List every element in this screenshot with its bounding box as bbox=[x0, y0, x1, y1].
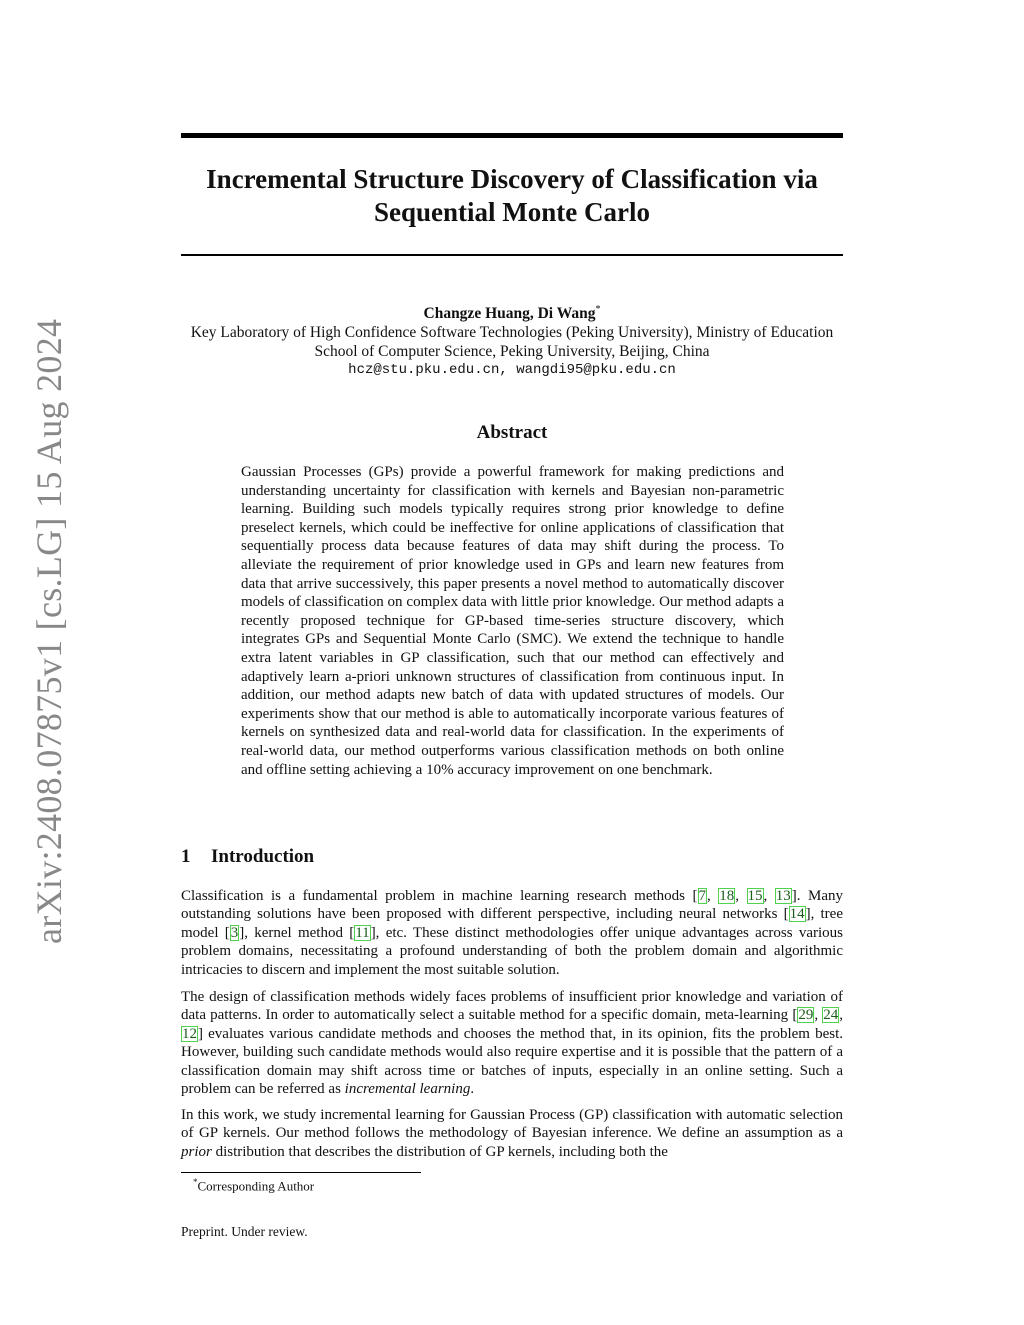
corresponding-mark: * bbox=[595, 304, 601, 315]
affiliation-line-1: Key Laboratory of High Confidence Software Technologies (Peking University), Ministry of Education bbox=[190, 324, 834, 342]
author-emails: hcz@stu.pku.edu.cn, wangdi95@pku.edu.cn bbox=[348, 362, 676, 379]
arxiv-stamp: arXiv:2408.07875v1 [cs.LG] 15 Aug 2024 bbox=[29, 318, 69, 944]
page-footer: Preprint. Under review. bbox=[181, 1224, 308, 1239]
abstract-heading: Abstract bbox=[476, 422, 548, 443]
citation-link[interactable]: 15 bbox=[747, 888, 763, 904]
citation-link[interactable]: 24 bbox=[823, 1007, 839, 1024]
section-title: Introduction bbox=[211, 846, 315, 867]
citation-link[interactable]: 14 bbox=[789, 906, 805, 923]
author-block bbox=[150, 300, 874, 380]
citation-link[interactable]: 18 bbox=[719, 888, 735, 904]
author-names: Changze Huang, Di Wang* bbox=[423, 304, 601, 323]
footnote-mark: * bbox=[193, 1177, 198, 1187]
citation-link[interactable]: 29 bbox=[798, 1007, 814, 1024]
citation-link[interactable]: 11 bbox=[355, 924, 370, 941]
intro-paragraph-2: The design of classification methods widely faces problems of insufficient prior knowledge and variation of data patterns. In order to automatically select a suitable method for a specific domain, meta-learning [29, 24, 12] evaluates various candidate methods and chooses the method that, in its opinion, fits the problem best. However, building such candidate methods would also require expertise and it is possible that the pattern of a classification domain may shift across time or batches of inputs, especially in an online setting. Such a problem can be referred as incremental learning. bbox=[181, 989, 844, 1098]
affiliation-line-2: School of Computer Science, Peking University, Beijing, China bbox=[314, 343, 710, 361]
citation-link[interactable]: 3 bbox=[230, 924, 239, 941]
emphasis-prior: prior bbox=[181, 1143, 212, 1160]
footnote-rule bbox=[181, 1172, 421, 1173]
paper-title: Incremental Structure Discovery of Classification via Sequential Monte Carlo bbox=[206, 164, 818, 227]
section-number: 1 bbox=[181, 846, 191, 867]
emphasis-incremental-learning: incremental learning bbox=[344, 1081, 471, 1098]
citation-link[interactable]: 13 bbox=[775, 888, 791, 904]
citation-link[interactable]: 7 bbox=[698, 888, 706, 904]
intro-paragraph-3: In this work, we study incremental learning for Gaussian Process (GP) classification with automatic selection of GP kernels. Our method follows the methodology of Bayesian inference. We define an assumption as a prior distribution that describes the distribution of GP kernels, including both the bbox=[181, 1107, 843, 1160]
title-rule-bottom bbox=[181, 254, 843, 256]
section-heading-introduction bbox=[181, 846, 314, 868]
title-rule-top bbox=[181, 133, 843, 138]
citation-link[interactable]: 12 bbox=[182, 1025, 197, 1042]
footnote: *Corresponding Author bbox=[193, 1177, 315, 1194]
abstract-text: Gaussian Processes (GPs) provide a powerful framework for making predictions and understanding uncertainty for classification with kernels and Bayesian non-parametric learning. Building such models typically requires strong prior knowledge to define preselect kernels, which could be ineffective for online applications of classification that sequentially process data because features of data may shift during the process. To alleviate the requirement of prior knowledge used in GPs and learn new features from data that arrive successively, this paper presents a novel method to automatically discover models of classification on complex data with little prior knowledge. Our method adapts a recently proposed technique for GP-based time-series structure discovery, which integrates GPs and Sequential Monte Carlo (SMC). We extend the technique to handle extra latent variables in GP classification, such that our method can effectively and adaptively learn a-priori unknown structures of classification from continuous input. In addition, our method adapts new batch of data with updated structures of models. Our experiments show that our method is able to automatically incorporate various features of kernels on synthesized data and real-world data for classification. In the experiments of real-world data, our method outperforms various classification methods on both online and offline setting achieving a 10% accuracy improvement on one benchmark. bbox=[241, 464, 784, 778]
intro-paragraph-1: Classification is a fundamental problem in machine learning research methods [7, 18, 15, 13]. Many outstanding solutions have been proposed with different perspective, including neural networks [14], tree model [3], kernel method [11], etc. These distinct methodologies offer unique advantages across various problem domains, necessitating a profound understanding of both the problem domain and algorithmic intricacies to discern and implement the most suitable solution. bbox=[181, 888, 843, 978]
